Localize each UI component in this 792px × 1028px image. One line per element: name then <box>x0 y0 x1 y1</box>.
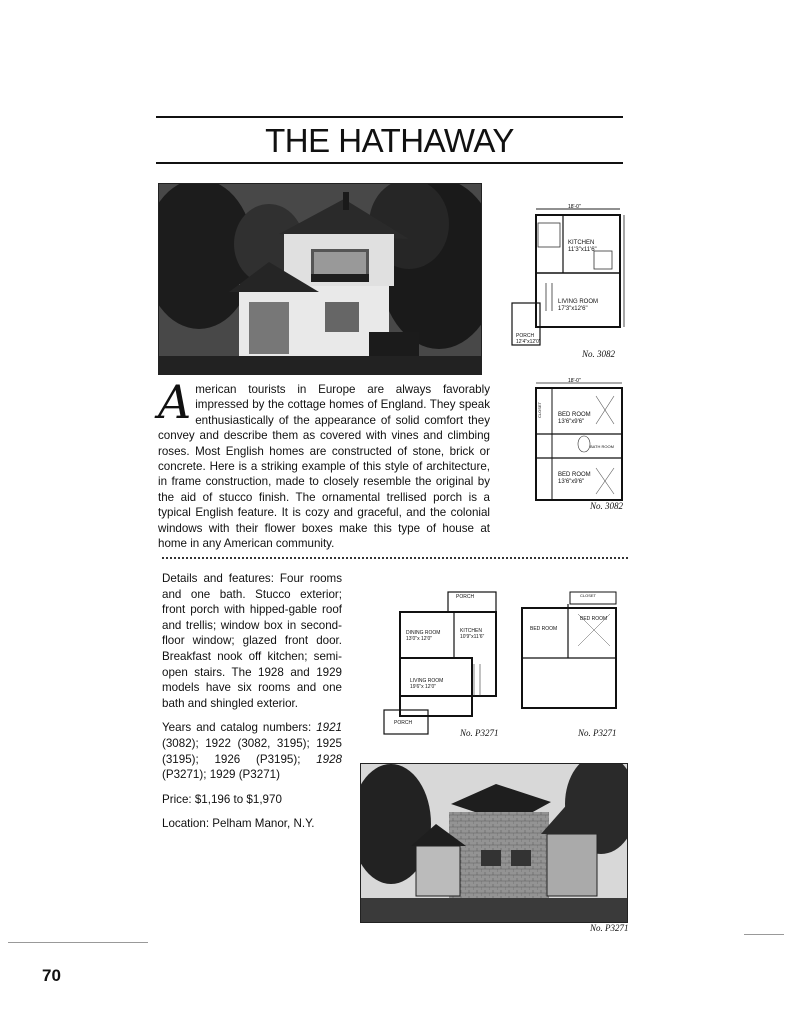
floor-plan-p3271-first <box>380 578 510 740</box>
plan-kitchen-dim: 11'3"x11'6" <box>568 247 597 253</box>
description-text: merican tourists in Europe are always favorably impressed by the cottage homes of England. They speak enthusiastically of the appearance of solid comfort they convey and describe them as covered with vines and climbing roses. Most English homes are constructed of stone, brick or concrete. Here is a striking example of this style of architecture, in frame construction, made to closely resemble the original by the aid of stucco finish. The ornamental trellised porch is a typical English feature. It is cozy and graceful, and the colonial windows with their flower boxes make this type of house at home in any American community. <box>158 383 490 551</box>
plan-porch-label: PORCH <box>516 333 535 339</box>
plan-kitchen-label: KITCHEN <box>568 240 595 246</box>
plan-bedroom-1-label: BED ROOM <box>558 412 591 418</box>
plan-bedroom-2-label: BED ROOM <box>558 472 591 478</box>
years-label: Years and catalog numbers: <box>162 721 312 735</box>
stone-cottage-drawing <box>361 764 627 922</box>
plan-bedroom-p3271-1: BED ROOM <box>580 616 608 622</box>
scan-line <box>744 934 784 935</box>
plan-bath-label: BATH ROOM <box>590 444 614 449</box>
plan-width-label: 18'-0" <box>568 204 581 210</box>
plan-width-label: 18'-0" <box>568 378 581 384</box>
plan-bedroom-2-dim: 13'6"x9'6" <box>558 479 585 485</box>
plan-kitchen-p3271-label: KITCHEN <box>460 628 482 634</box>
photo-caption-p3271: No. P3271 <box>590 923 629 933</box>
plan-living-p3271-label: LIVING ROOM <box>410 678 444 684</box>
plan-living-p3271-dim: 19'6"x 12'0" <box>410 684 437 690</box>
plan-caption-p3271-first: No. P3271 <box>460 728 499 738</box>
floor-plan-3082-first <box>508 203 626 358</box>
plan-dining-dim: 13'0"x 12'0" <box>406 636 433 642</box>
floor-plan-3082-second <box>534 378 626 513</box>
floor-plan-drawing <box>380 578 510 740</box>
years-end: (P3271); 1929 (P3271) <box>162 768 280 782</box>
plan-porch-top-label: PORCH <box>456 594 475 600</box>
plan-living-label: LIVING ROOM <box>558 299 599 305</box>
dotted-divider <box>162 557 628 559</box>
house-illustration-p3271 <box>360 763 628 923</box>
description-paragraph <box>158 375 490 551</box>
plan-bedroom-p3271-2: BED ROOM <box>530 626 558 632</box>
plan-dining-label: DINING ROOM <box>406 630 441 636</box>
scan-line <box>8 942 148 943</box>
year-1928: 1928 <box>316 752 342 766</box>
page-number: 70 <box>42 966 61 985</box>
plan-kitchen-p3271-dim: 10'9"x11'6" <box>460 634 485 640</box>
years-mid: (3082); 1922 (3082, 3195); 1925 (3195); 1926 (P3195); <box>162 736 342 766</box>
house-illustration-3082 <box>158 183 482 375</box>
year-1921: 1921 <box>316 721 342 735</box>
floor-plan-drawing <box>518 588 626 738</box>
top-rule <box>156 116 623 118</box>
location: Location: Pelham Manor, N.Y. <box>162 817 315 831</box>
plan-closet-label: CLOSET <box>537 402 542 419</box>
title-underline <box>156 162 623 164</box>
price: Price: $1,196 to $1,970 <box>162 792 282 806</box>
plan-porch-p3271-label: PORCH <box>394 720 413 726</box>
plan-living-dim: 17'3"x12'6" <box>558 306 588 312</box>
plan-caption-3082: No. 3082 <box>582 349 616 358</box>
page-title: THE HATHAWAY <box>265 122 514 159</box>
plan-porch-dim: 12'4"x12'0" <box>516 339 541 345</box>
plan-caption-p3271-second: No. P3271 <box>578 728 617 738</box>
details-column <box>162 571 342 841</box>
cottage-drawing <box>159 184 481 374</box>
plan-caption-3082-second: No. 3082 <box>590 501 624 511</box>
details-features: Details and features: Four rooms and one bath. Stucco exterior; front porch with hipped-gable roof and trellis; window box in second-floor window; glazed front door. Breakfast nook off kitchen; semi-open stairs. The 1928 and 1929 models have six rooms and one bath and shingled exterior. <box>162 572 342 710</box>
drop-cap: A <box>158 375 192 429</box>
years-catalog <box>162 720 342 782</box>
plan-closet-p3271-label: CLOSET <box>580 593 597 598</box>
plan-bedroom-1-dim: 13'6"x9'6" <box>558 419 585 425</box>
floor-plan-p3271-second <box>518 588 626 738</box>
